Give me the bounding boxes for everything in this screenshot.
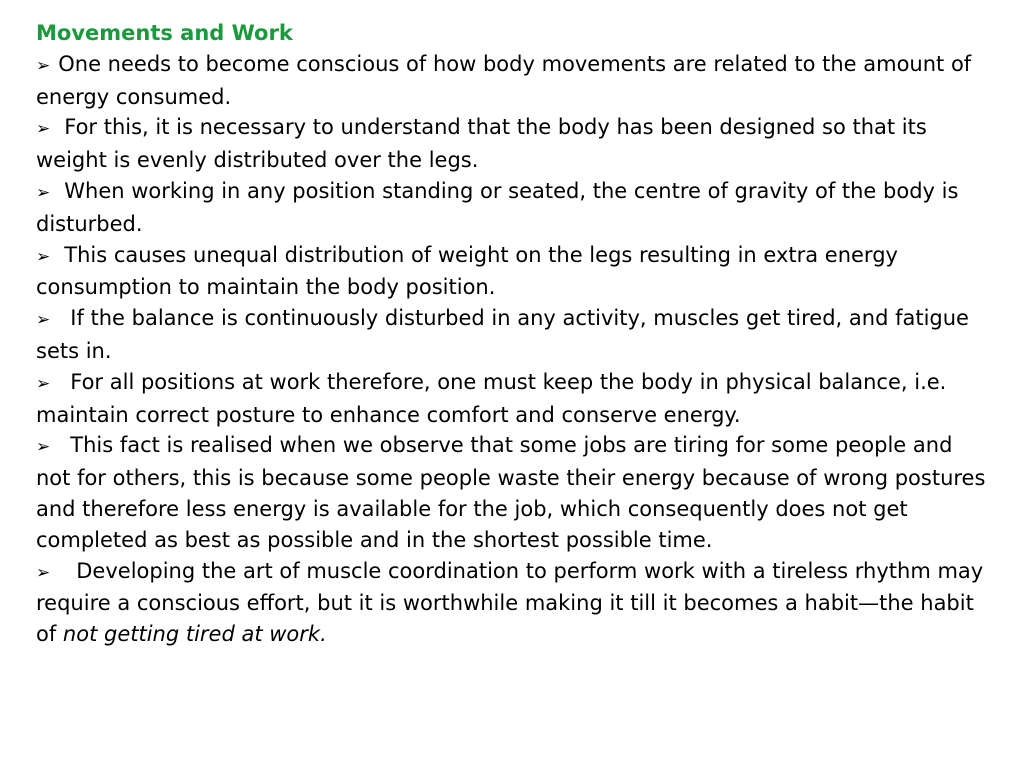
slide-content: [36, 18, 986, 650]
bullet-text: Developing the art of muscle coordination to perform work with a tireless rhythm may require a conscious effort, but it is worthwhile making it till it becomes a habit—the habit of: [36, 558, 984, 647]
bullet-item: [36, 556, 986, 650]
arrow-bullet-icon: ➢: [36, 246, 51, 267]
arrow-bullet-icon: ➢: [36, 437, 51, 458]
bullet-text: One needs to become conscious of how body movements are related to the amount of energy consumed.: [36, 51, 972, 109]
bullet-emphasis: not getting tired at work.: [62, 622, 327, 647]
bullet-text: This causes unequal distribution of weight on the legs resulting in extra energy consumption to maintain the body position.: [36, 242, 898, 300]
bullet-text: For all positions at work therefore, one must keep the body in physical balance, i.e. maintain correct posture to enhance comfort and conserve energy.: [36, 369, 947, 427]
slide-title: Movements and Work: [36, 21, 293, 45]
bullet-item: [36, 112, 986, 176]
bullet-item: [36, 176, 986, 240]
bullet-text: If the balance is continuously disturbed in any activity, muscles get tired, and fatigue sets in.: [36, 306, 969, 363]
arrow-bullet-icon: ➢: [36, 55, 51, 76]
bullet-item: [36, 303, 986, 367]
arrow-bullet-icon: ➢: [36, 182, 51, 203]
arrow-bullet-icon: ➢: [36, 562, 51, 583]
bullet-text: This fact is realised when we observe that some jobs are tiring for some people and not for others, this is because some people waste their energy because of wrong postures and therefore less energy is available for the job, which consequently does not get completed as best as possible and in the shortest possible time.: [36, 433, 986, 552]
bullet-item: [36, 49, 986, 113]
arrow-bullet-icon: ➢: [36, 373, 51, 394]
bullet-item: [36, 240, 986, 304]
bullet-text: When working in any position standing or seated, the centre of gravity of the body is disturbed.: [36, 178, 959, 236]
bullet-item: [36, 430, 986, 555]
arrow-bullet-icon: ➢: [36, 119, 51, 140]
bullet-text: For this, it is necessary to understand that the body has been designed so that its weight is evenly distributed over the legs.: [36, 115, 927, 173]
bullet-item: [36, 367, 986, 431]
arrow-bullet-icon: ➢: [36, 310, 51, 331]
